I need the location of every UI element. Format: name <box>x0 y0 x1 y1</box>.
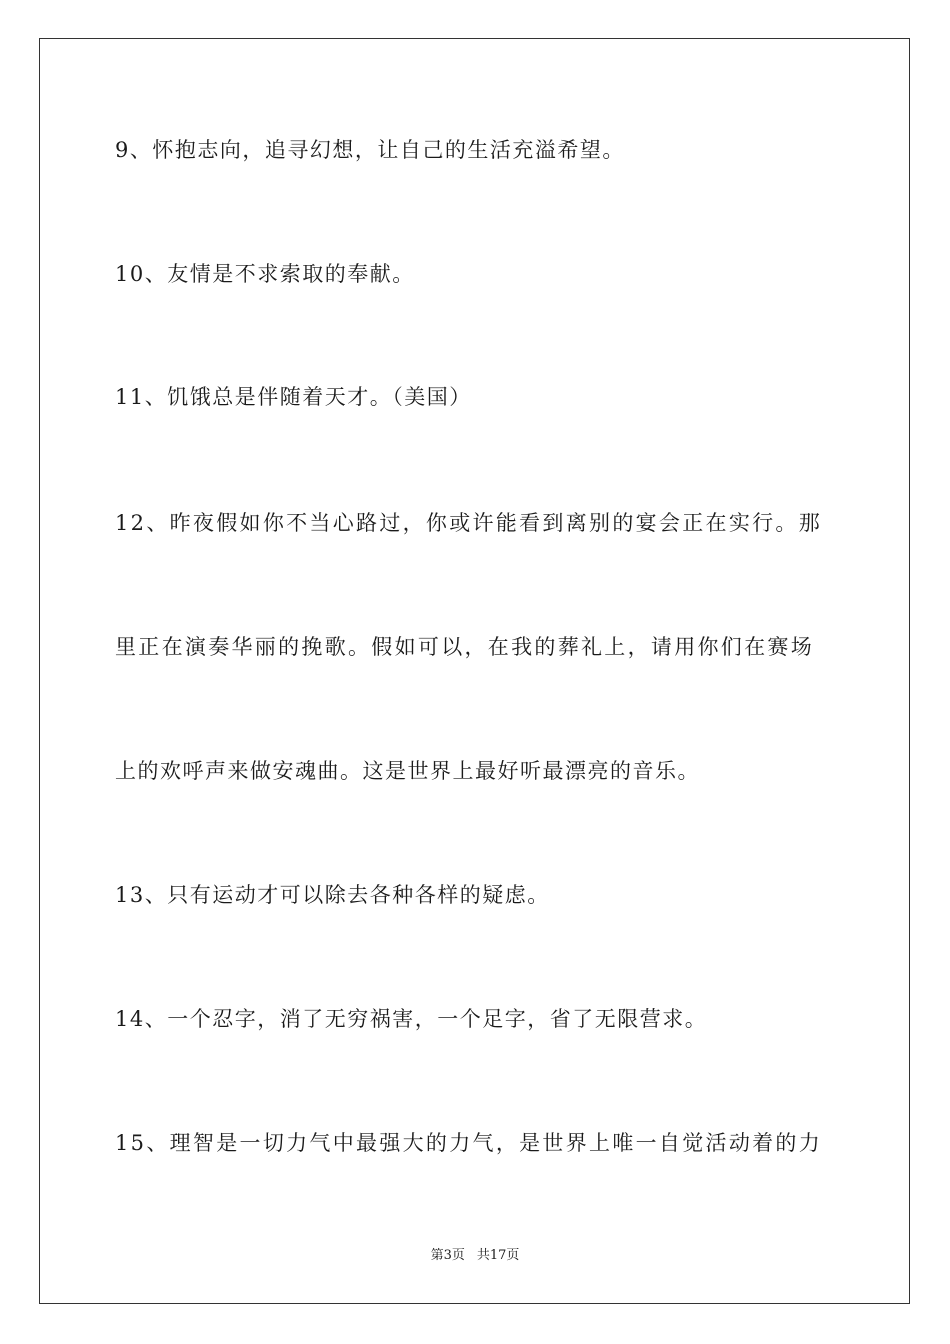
text-line: 14、一个忍字，消了无穷祸害，一个足字，省了无限营求。 <box>115 1007 708 1031</box>
page-border <box>39 38 910 1304</box>
text-line: 里正在演奏华丽的挽歌。假如可以，在我的葬礼上，请用你们在赛场 <box>115 635 814 659</box>
current-page-label: 第3页 <box>430 1248 465 1263</box>
text-line: 15、理智是一切力气中最强大的力气，是世界上唯一自觉活动着的力 <box>115 1131 823 1155</box>
text-line: 9、怀抱志向，追寻幻想，让自己的生活充溢希望。 <box>115 138 625 162</box>
text-line: 13、只有运动才可以除去各种各样的疑虑。 <box>115 883 550 907</box>
text-line: 12、昨夜假如你不当心路过，你或许能看到离别的宴会正在实行。那 <box>115 511 823 535</box>
text-line: 上的欢呼声来做安魂曲。这是世界上最好听最漂亮的音乐。 <box>115 759 700 783</box>
page-footer <box>0 1247 950 1265</box>
text-line: 11、饥饿总是伴随着天才。（美国） <box>115 385 472 409</box>
text-line: 10、友情是不求索取的奉献。 <box>115 262 415 286</box>
total-pages-label: 共17页 <box>476 1248 520 1263</box>
